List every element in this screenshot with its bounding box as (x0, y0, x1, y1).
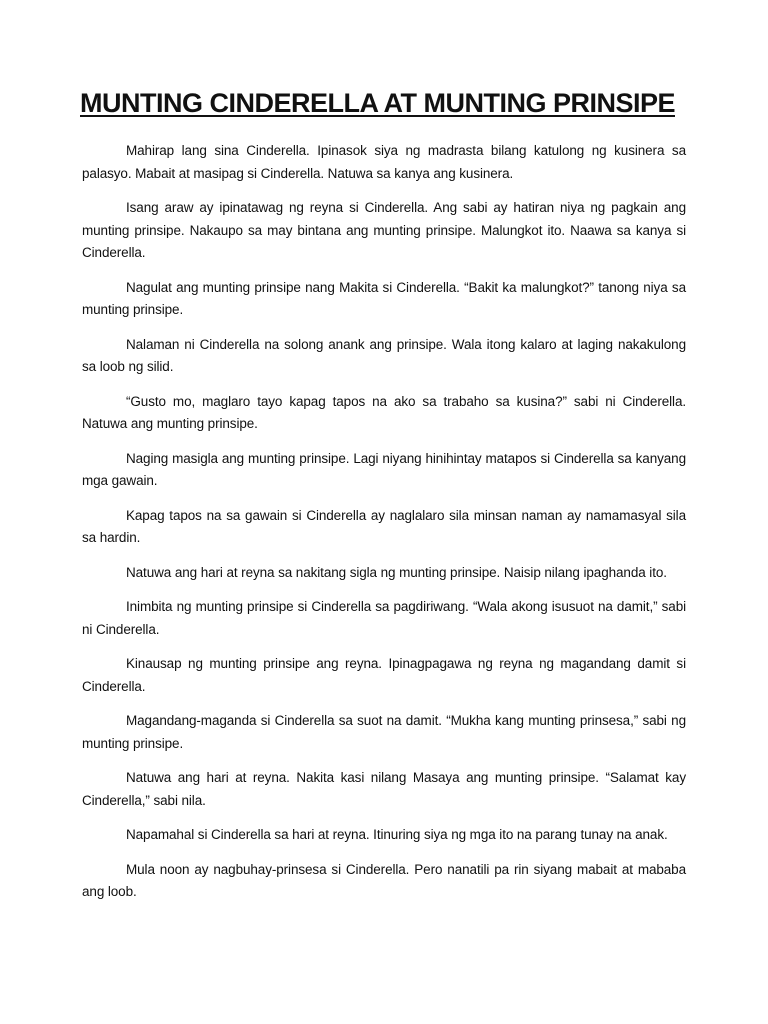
paragraph-6: Naging masigla ang munting prinsipe. Lagi niyang hinihintay matapos si Cinderella sa kanyang mga gawain. (82, 450, 686, 488)
paragraph-4: Nalaman ni Cinderella na solong anank ang prinsipe. Wala itong kalaro at laging nakakulong sa loob ng silid. (82, 336, 686, 374)
paragraph-2: Isang araw ay ipinatawag ng reyna si Cinderella. Ang sabi ay hatiran niya ng pagkain ang munting prinsipe. Nakaupo sa may bintana ang munting prinsipe. Malungkot ito. Naawa sa kanya si Cinderella. (82, 200, 686, 260)
document-body (82, 140, 686, 916)
paragraph-14: Mula noon ay nagbuhay-prinsesa si Cinderella. Pero nanatili pa rin siyang mabait at mababa ang loob. (82, 861, 686, 899)
paragraph-1: Mahirap lang sina Cinderella. Ipinasok siya ng madrasta bilang katulong ng kusinera sa palasyo. Mabait at masipag si Cinderella. Natuwa sa kanya ang kusinera. (82, 143, 686, 181)
paragraph-12: Natuwa ang hari at reyna. Nakita kasi nilang Masaya ang munting prinsipe. “Salamat kay Cinderella,” sabi nila. (82, 770, 686, 808)
paragraph-10: Kinausap ng munting prinsipe ang reyna. Ipinagpagawa ng reyna ng magandang damit si Cinderella. (82, 656, 686, 694)
paragraph-13: Napamahal si Cinderella sa hari at reyna. Itinuring siya ng mga ito na parang tunay na anak. (126, 827, 668, 842)
paragraph-3: Nagulat ang munting prinsipe nang Makita si Cinderella. “Bakit ka malungkot?” tanong niya sa munting prinsipe. (82, 279, 686, 317)
paragraph-5: “Gusto mo, maglaro tayo kapag tapos na ako sa trabaho sa kusina?” sabi ni Cinderella. Natuwa ang munting prinsipe. (82, 393, 686, 431)
paragraph-9: Inimbita ng munting prinsipe si Cinderella sa pagdiriwang. “Wala akong isusuot na damit,” sabi ni Cinderella. (82, 599, 686, 637)
paragraph-8: Natuwa ang hari at reyna sa nakitang sigla ng munting prinsipe. Naisip nilang ipaghanda ito. (126, 564, 667, 580)
paragraph-7: Kapag tapos na sa gawain si Cinderella ay naglalaro sila minsan naman ay namamasyal sila sa hardin. (82, 507, 686, 545)
document-title: MUNTING CINDERELLA AT MUNTING PRINSIPE (80, 88, 675, 118)
paragraph-11: Magandang-maganda si Cinderella sa suot na damit. “Mukha kang munting prinsesa,” sabi ng munting prinsipe. (82, 713, 686, 751)
